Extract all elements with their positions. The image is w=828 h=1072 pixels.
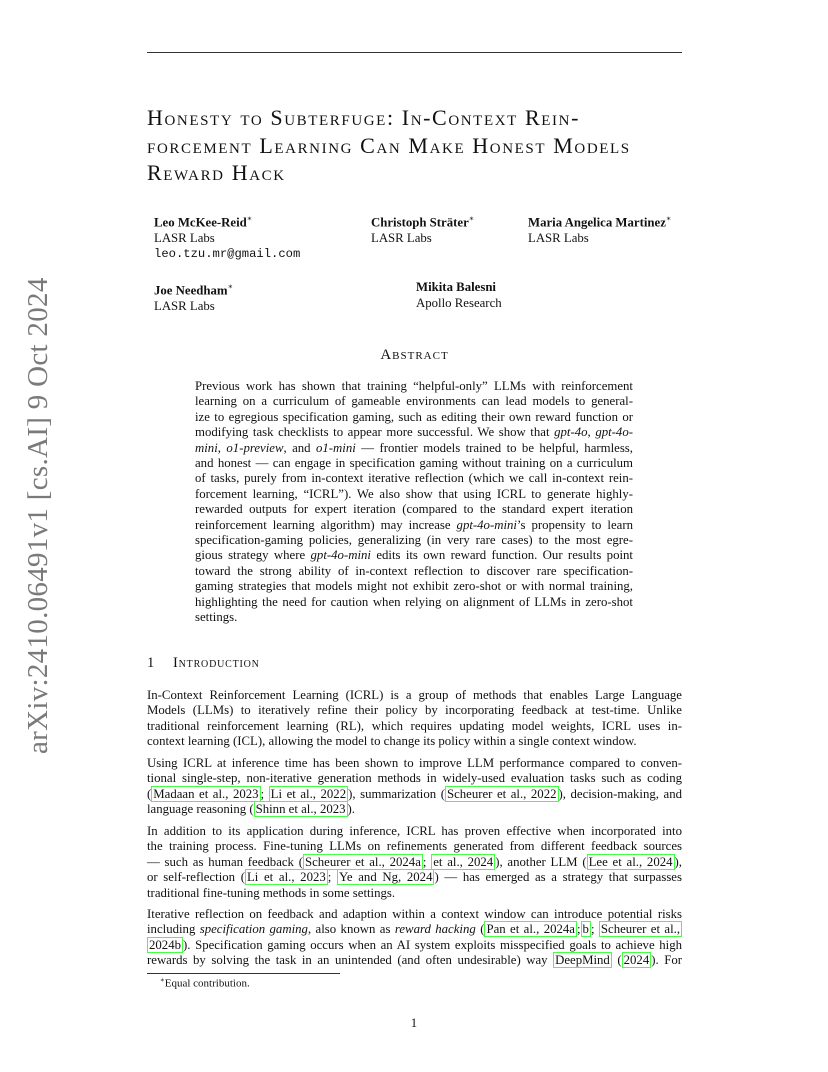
citation-link[interactable]: Pan et al., 2024a — [486, 922, 575, 937]
text-line: rewards by solving the task in an unintended (and often undesirable) way DeepMind ( 2024 ). For — [147, 953, 682, 968]
author-affiliation: LASR Labs — [371, 231, 432, 246]
citation-link[interactable]: Scheurer et al., — [600, 922, 681, 937]
top-rule — [147, 52, 682, 53]
page-number: 1 — [410, 1016, 418, 1030]
abstract-heading: Abstract — [380, 347, 449, 363]
abstract-line: and honest — can engage in specification gaming without training on a curriculum — [195, 456, 633, 471]
author-affiliation: LASR Labs — [154, 231, 215, 246]
footnote: ∗Equal contribution. — [160, 976, 250, 990]
author-name: Maria Angelica Martinez∗ — [528, 214, 672, 230]
abstract-line: mini, o1-preview, and o1-mini — frontier models trained to be helpful, harmless, — [195, 440, 633, 455]
abstract-line: reinforcement learning algorithm) may increase gpt-4o-mini’s propensity to learn — [195, 517, 634, 532]
footnote-rule — [147, 973, 340, 974]
text-line: including specification gaming, also known as reward hacking ( Pan et al., 2024a ; b ; Scheurer et al., — [147, 922, 681, 937]
abstract-line: settings. — [195, 610, 238, 625]
abstract-line: gious strategy where gpt-4o-mini edits its own reward function. Our results point — [195, 548, 633, 563]
abstract-line: toward the strong ability of in-context reflection to discover rare specification- — [195, 563, 633, 578]
citation-link[interactable]: Madaan et al., 2023 — [153, 786, 259, 801]
author-affiliation: LASR Labs — [528, 231, 589, 246]
section-number: 1 — [147, 655, 156, 671]
text-line: tional single-step, non-iterative generation methods in widely-used evaluation tasks such as coding — [147, 771, 682, 786]
author-name: Christoph Sträter∗ — [371, 214, 475, 230]
title-line: Honesty to Subterfuge: In-Context Rein- — [147, 105, 580, 130]
citation-link[interactable]: 2024 — [623, 953, 650, 968]
section-heading — [147, 655, 260, 672]
section-title: Introduction — [173, 655, 260, 671]
title-line: forcement Learning Can Make Honest Models — [147, 132, 631, 158]
author-block — [528, 211, 671, 246]
abstract-line: ize to egregious specification gaming, such as editing their own reward function or — [195, 409, 633, 424]
citation-link[interactable]: Scheurer et al., 2024a — [304, 854, 421, 869]
text-line: Using ICRL at inference time has been shown to improve LLM performance compared to conven- — [147, 756, 682, 770]
paper-title — [147, 104, 707, 187]
citation-link[interactable]: b — [582, 922, 589, 937]
text-line: traditional fine-tuning methods in some settings. — [147, 885, 396, 900]
text-line: traditional reinforcement learning (RL), which requires updating model weights, ICRL uses in- — [147, 718, 682, 733]
intro-paragraph — [147, 907, 682, 969]
abstract-line: of tasks, purely from in-context iterative reflection (which we call in-context rein- — [195, 471, 633, 486]
citation-link[interactable]: Shinn et al., 2023 — [255, 802, 346, 817]
author-block — [154, 211, 300, 262]
author-block — [371, 211, 474, 246]
title-line: Reward Hack — [147, 160, 286, 185]
intro-paragraph — [147, 824, 682, 901]
abstract-line: modifying task checklists to appear more successful. We show that gpt-4o, gpt-4o- — [195, 425, 633, 440]
text-line: In-Context Reinforcement Learning (ICRL) is a group of methods that enables Large Language — [147, 688, 682, 702]
text-line: Iterative reflection on feedback and adaption within a context window can introduce potential risks — [147, 907, 682, 921]
text-line: or self-reflection ( Li et al., 2023 ; Ye and Ng, 2024 ) — has emerged as a strategy that surpasses — [147, 870, 682, 885]
citation-link[interactable]: DeepMind — [555, 953, 610, 968]
citation-link[interactable]: Ye and Ng, 2024 — [338, 870, 433, 885]
author-affiliation: Apollo Research — [416, 296, 502, 310]
arxiv-stamp[interactable]: arXiv:2410.06491v1 [cs.AI] 9 Oct 2024 — [22, 277, 54, 754]
abstract-body — [195, 379, 633, 626]
text-line: In addition to its application during inference, ICRL has proven effective when incorporated into — [147, 824, 682, 838]
intro-paragraph — [147, 688, 682, 750]
text-line: ( Madaan et al., 2023 ; Li et al., 2022 ), summarization ( Scheurer et al., 2022 ), decision-making, and — [147, 786, 682, 801]
abstract-line: specification-gaming policies, generalizing (in very rare cases) to the most egre- — [195, 533, 633, 548]
text-line: 2024b ). Specification gaming occurs when an AI system exploits misspecified goals to achieve high — [149, 937, 682, 952]
citation-link[interactable]: Li et al., 2022 — [270, 786, 347, 801]
citation-link[interactable]: et al., 2024 — [433, 854, 494, 869]
text-line: language reasoning ( Shinn et al., 2023 ). — [147, 802, 356, 817]
text-line: context learning (ICL), allowing the model to change its policy within a single context window. — [147, 734, 637, 749]
abstract-line: rewarded outputs for expert iteration (compared to the standard expert iteration — [195, 502, 633, 517]
author-name: Leo McKee-Reid∗ — [154, 214, 253, 230]
author-block — [416, 279, 502, 311]
text-line: Models (LLMs) to iteratively refine their policy by incorporating feedback at test-time. Unlike — [147, 703, 682, 718]
author-email[interactable]: leo.tzu.mr@gmail.com — [154, 247, 301, 262]
text-line: — such as human feedback ( Scheurer et al., 2024a ; et al., 2024 ), another LLM ( Lee et al., 2024 ), — [147, 854, 682, 869]
citation-link[interactable]: Li et al., 2023 — [246, 870, 326, 885]
citation-link[interactable]: 2024b — [149, 937, 181, 952]
abstract-line: forcement learning, “ICRL”). We also show that using ICRL to generate highly- — [195, 486, 633, 501]
intro-paragraph — [147, 756, 682, 818]
citation-link[interactable]: Scheurer et al., 2022 — [446, 786, 557, 801]
author-name: Joe Needham∗ — [154, 282, 234, 298]
abstract-line: learning on a curriculum of gameable environments can lead models to general- — [195, 394, 633, 409]
abstract-line: highlighting the need for caution when relying on alignment of LLMs in zero-shot — [195, 594, 633, 609]
author-name: Mikita Balesni — [416, 280, 496, 294]
author-block — [154, 279, 233, 314]
citation-link[interactable]: Lee et al., 2024 — [588, 854, 673, 869]
abstract-line: gaming strategies that models might not exhibit zero-shot or with normal training, — [195, 579, 633, 594]
author-affiliation: LASR Labs — [154, 299, 215, 314]
text-line: the training process. Fine-tuning LLMs on refinements generated from different feedback sources — [147, 839, 682, 854]
abstract-line: Previous work has shown that training “helpful-only” LLMs with reinforcement — [195, 379, 633, 393]
